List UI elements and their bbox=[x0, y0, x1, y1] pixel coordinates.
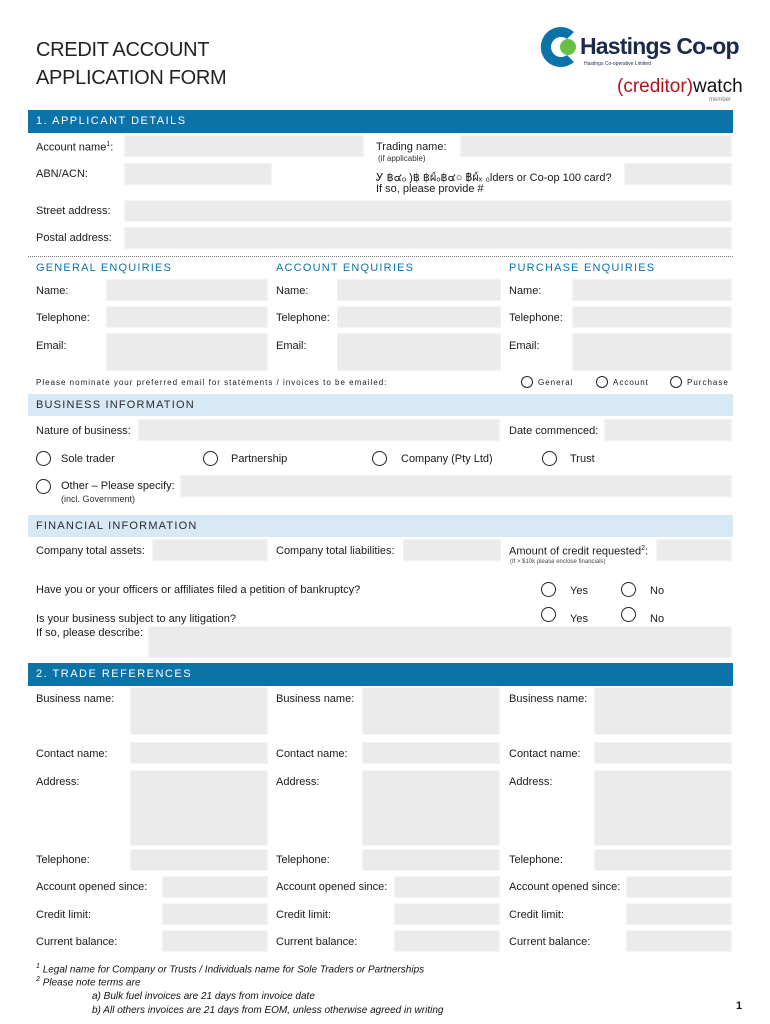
abn-label: ABN/ACN: bbox=[36, 168, 88, 180]
card-number-field[interactable] bbox=[624, 163, 732, 185]
general-email-label: Email: bbox=[36, 340, 67, 352]
litigation-yes-radio[interactable] bbox=[541, 607, 556, 622]
other-specify-label: Other – Please specify: bbox=[61, 480, 175, 492]
purchase-telephone-field[interactable] bbox=[572, 306, 732, 328]
ref1-credit-limit-field[interactable] bbox=[162, 903, 268, 925]
other-specify-field[interactable] bbox=[180, 475, 732, 497]
purchase-name-label: Name: bbox=[509, 285, 542, 297]
section-business-information: BUSINESS INFORMATION bbox=[28, 394, 733, 416]
bankruptcy-no-label: No bbox=[650, 585, 665, 597]
email-account-label: Account bbox=[613, 378, 649, 387]
general-enquiries-heading: GENERAL ENQUIRIES bbox=[36, 262, 173, 274]
ref1-business-name-field[interactable] bbox=[130, 687, 268, 735]
partnership-label: Partnership bbox=[231, 453, 288, 465]
ref2-address-label: Address: bbox=[276, 776, 320, 788]
total-liabilities-field[interactable] bbox=[403, 539, 501, 561]
account-telephone-label: Telephone: bbox=[276, 312, 330, 324]
ref3-current-balance-field[interactable] bbox=[626, 930, 732, 952]
ref3-telephone-field[interactable] bbox=[594, 849, 732, 871]
purchase-name-field[interactable] bbox=[572, 279, 732, 301]
ref1-telephone-field[interactable] bbox=[130, 849, 268, 871]
ref2-current-balance-label: Current balance: bbox=[276, 936, 358, 948]
section-trade-references: 2. TRADE REFERENCES bbox=[28, 663, 733, 686]
purchase-email-field[interactable] bbox=[572, 333, 732, 371]
ref3-telephone-label: Telephone: bbox=[509, 854, 563, 866]
email-general-label: General bbox=[538, 378, 574, 387]
litigation-yes-label: Yes bbox=[570, 613, 588, 625]
email-purchase-radio[interactable] bbox=[670, 376, 682, 388]
ref1-contact-name-field[interactable] bbox=[130, 742, 268, 764]
ref1-current-balance-label: Current balance: bbox=[36, 936, 118, 948]
company-radio[interactable] bbox=[372, 451, 387, 466]
litigation-describe-field[interactable] bbox=[148, 626, 732, 658]
ref3-address-field[interactable] bbox=[594, 770, 732, 846]
abn-field[interactable] bbox=[124, 163, 272, 185]
account-contact-name-field[interactable] bbox=[337, 279, 501, 301]
partnership-radio[interactable] bbox=[203, 451, 218, 466]
general-telephone-field[interactable] bbox=[106, 306, 268, 328]
general-telephone-label: Telephone: bbox=[36, 312, 90, 324]
bankruptcy-yes-radio[interactable] bbox=[541, 582, 556, 597]
account-enquiries-heading: ACCOUNT ENQUIRIES bbox=[276, 262, 415, 274]
email-account-radio[interactable] bbox=[596, 376, 608, 388]
card-provide-label: If so, please provide # bbox=[376, 183, 484, 195]
postal-address-label: Postal address: bbox=[36, 232, 112, 244]
ref1-address-field[interactable] bbox=[130, 770, 268, 846]
litigation-no-label: No bbox=[650, 613, 665, 625]
ref1-current-balance-field[interactable] bbox=[162, 930, 268, 952]
nominate-email-text: Please nominate your preferred email for statements / invoices to be emailed: bbox=[36, 378, 388, 387]
total-assets-label: Company total assets: bbox=[36, 545, 145, 557]
ref3-opened-since-label: Account opened since: bbox=[509, 881, 621, 893]
ref3-current-balance-label: Current balance: bbox=[509, 936, 591, 948]
account-name-contact-label: Name: bbox=[276, 285, 309, 297]
ref3-contact-name-field[interactable] bbox=[594, 742, 732, 764]
account-name-label: Account name$^1$: bbox=[36, 141, 114, 154]
ref1-business-name-label: Business name: bbox=[36, 693, 115, 705]
divider bbox=[28, 256, 733, 257]
ref3-contact-name-label: Contact name: bbox=[509, 748, 581, 760]
account-email-label: Email: bbox=[276, 340, 307, 352]
ref1-credit-limit-label: Credit limit: bbox=[36, 909, 92, 921]
section-applicant-details: 1. APPLICANT DETAILS bbox=[28, 110, 733, 133]
hastings-logo: Hastings Co-op Hastings Co-operative Limited bbox=[536, 24, 736, 74]
ref3-credit-limit-field[interactable] bbox=[626, 903, 732, 925]
ref1-address-label: Address: bbox=[36, 776, 80, 788]
general-email-field[interactable] bbox=[106, 333, 268, 371]
ref2-contact-name-field[interactable] bbox=[362, 742, 500, 764]
ref2-opened-since-field[interactable] bbox=[394, 876, 500, 898]
ref2-credit-limit-field[interactable] bbox=[394, 903, 500, 925]
ref1-telephone-label: Telephone: bbox=[36, 854, 90, 866]
ref2-contact-name-label: Contact name: bbox=[276, 748, 348, 760]
hastings-c-icon bbox=[536, 24, 582, 70]
general-name-field[interactable] bbox=[106, 279, 268, 301]
financials-note: (If > $10k please enclose financials) bbox=[510, 559, 606, 565]
credit-requested-field[interactable] bbox=[656, 539, 732, 561]
incl-government-note: (incl. Government) bbox=[61, 494, 136, 504]
total-assets-field[interactable] bbox=[152, 539, 268, 561]
litigation-question: Is your business subject to any litigation? bbox=[36, 613, 236, 625]
ref2-current-balance-field[interactable] bbox=[394, 930, 500, 952]
ref2-address-field[interactable] bbox=[362, 770, 500, 846]
general-name-label: Name: bbox=[36, 285, 69, 297]
other-radio[interactable] bbox=[36, 479, 51, 494]
ref1-opened-since-label: Account opened since: bbox=[36, 881, 148, 893]
ref3-opened-since-field[interactable] bbox=[626, 876, 732, 898]
footnote-2b: b) All others invoices are 21 days from EOM, unless otherwise agreed in writing bbox=[92, 1005, 444, 1016]
page-number: 1 bbox=[736, 1000, 743, 1012]
ref2-business-name-field[interactable] bbox=[362, 687, 500, 735]
sole-trader-radio[interactable] bbox=[36, 451, 51, 466]
trading-name-label: Trading name: bbox=[376, 141, 447, 153]
litigation-no-radio[interactable] bbox=[621, 607, 636, 622]
trading-name-field[interactable] bbox=[460, 135, 732, 157]
if-applicable-note: (if applicable) bbox=[378, 154, 426, 163]
sole-trader-label: Sole trader bbox=[61, 453, 115, 465]
total-liabilities-label: Company total liabilities: bbox=[276, 545, 395, 557]
postal-address-field[interactable] bbox=[124, 227, 732, 249]
ref2-business-name-label: Business name: bbox=[276, 693, 355, 705]
creditorwatch-logo: (creditor)watch member bbox=[617, 76, 743, 103]
ref2-telephone-label: Telephone: bbox=[276, 854, 330, 866]
ref2-credit-limit-label: Credit limit: bbox=[276, 909, 332, 921]
purchase-telephone-label: Telephone: bbox=[509, 312, 563, 324]
purchase-email-label: Email: bbox=[509, 340, 540, 352]
date-commenced-label: Date commenced: bbox=[509, 425, 599, 437]
trust-label: Trust bbox=[570, 453, 595, 465]
bankruptcy-yes-label: Yes bbox=[570, 585, 588, 597]
nature-of-business-field[interactable] bbox=[138, 419, 500, 441]
section-financial-information: FINANCIAL INFORMATION bbox=[28, 515, 733, 537]
bankruptcy-question: Have you or your officers or affiliates filed a petition of bankruptcy? bbox=[36, 584, 361, 596]
date-commenced-field[interactable] bbox=[604, 419, 732, 441]
footnote-1: $^1$ Legal name for Company or Trusts / Individuals name for Sole Traders or Partnerships bbox=[36, 963, 425, 976]
ref2-telephone-field[interactable] bbox=[362, 849, 500, 871]
trust-radio[interactable] bbox=[542, 451, 557, 466]
email-general-radio[interactable] bbox=[521, 376, 533, 388]
nature-of-business-label: Nature of business: bbox=[36, 425, 131, 437]
company-label: Company (Pty Ltd) bbox=[401, 453, 493, 465]
ref3-business-name-field[interactable] bbox=[594, 687, 732, 735]
account-email-field[interactable] bbox=[337, 333, 501, 371]
ref2-opened-since-label: Account opened since: bbox=[276, 881, 388, 893]
ref3-business-name-label: Business name: bbox=[509, 693, 588, 705]
street-address-label: Street address: bbox=[36, 205, 111, 217]
litigation-describe-label: If so, please describe: bbox=[36, 627, 144, 639]
page-title: CREDIT ACCOUNT APPLICATION FORM bbox=[36, 39, 227, 89]
ref1-contact-name-label: Contact name: bbox=[36, 748, 108, 760]
account-telephone-field[interactable] bbox=[337, 306, 501, 328]
account-name-field[interactable] bbox=[124, 135, 364, 157]
street-address-field[interactable] bbox=[124, 200, 732, 222]
footnote-2a: a) Bulk fuel invoices are 21 days from invoice date bbox=[92, 991, 315, 1002]
bankruptcy-no-radio[interactable] bbox=[621, 582, 636, 597]
card-question: Ꭹ ฿๔ₒ )฿ ฿ผ์ₒ฿๔○ ฿ผ์ₓ ₀lders or Co-op 100 card? bbox=[376, 172, 612, 184]
footnote-2: $^2$ Please note terms are bbox=[36, 976, 141, 989]
purchase-enquiries-heading: PURCHASE ENQUIRIES bbox=[509, 262, 656, 274]
ref3-address-label: Address: bbox=[509, 776, 553, 788]
email-purchase-label: Purchase bbox=[687, 378, 729, 387]
ref1-opened-since-field[interactable] bbox=[162, 876, 268, 898]
credit-requested-label: Amount of credit requested$^2$: bbox=[509, 545, 649, 558]
ref3-credit-limit-label: Credit limit: bbox=[509, 909, 565, 921]
